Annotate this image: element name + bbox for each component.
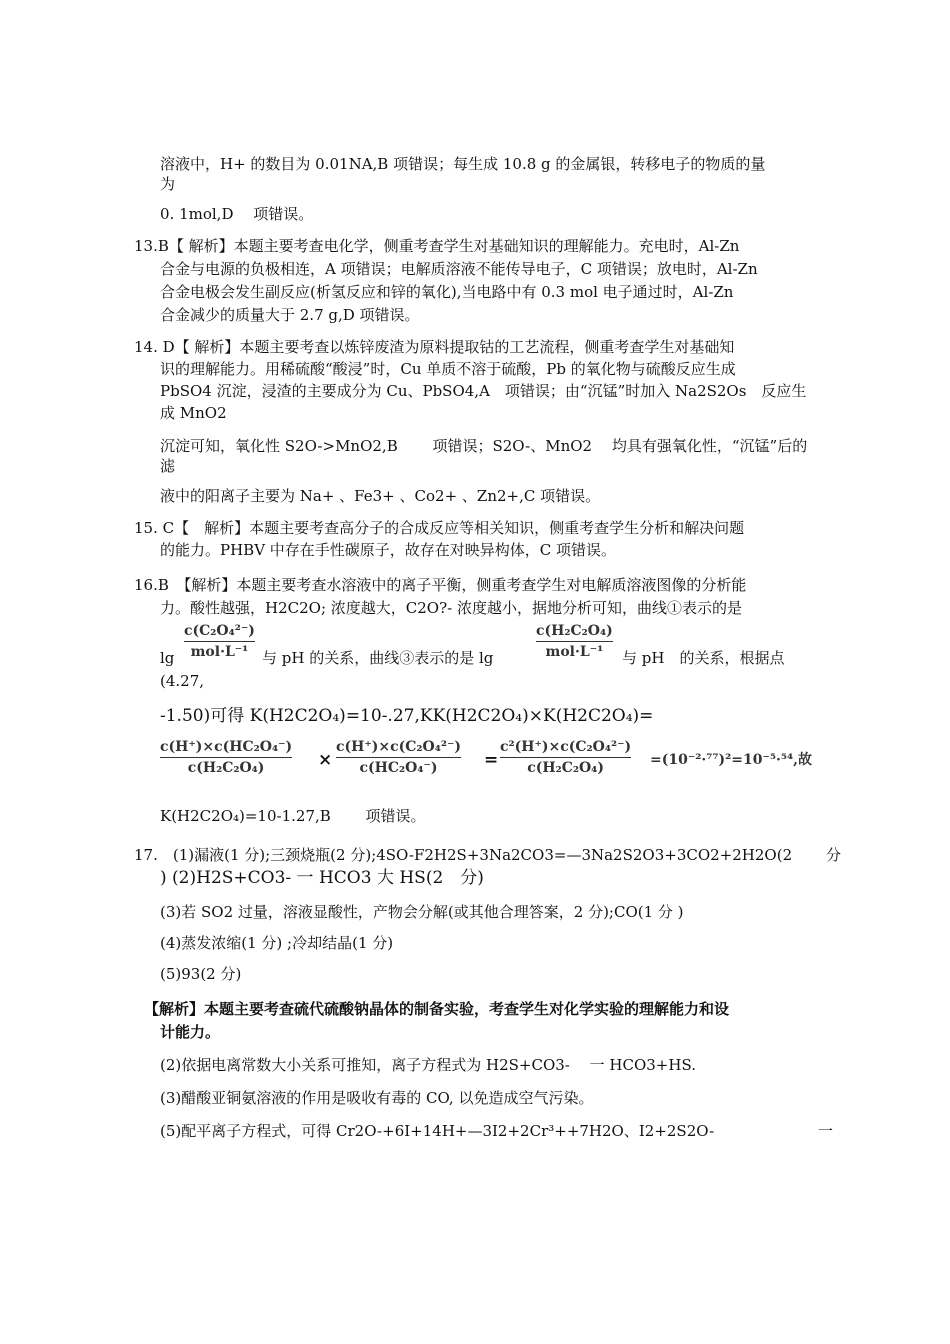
fraction-bar <box>536 641 613 642</box>
answer-14-line: 滤 <box>160 457 176 475</box>
answer-17-line-end: 分 <box>826 846 842 864</box>
fraction-bar <box>160 757 292 758</box>
fraction-bar <box>336 757 461 758</box>
fraction-numerator: c(H⁺)×c(C₂O₄²⁻) <box>336 739 462 755</box>
fraction-numerator: c(H⁺)×c(HC₂O₄⁻) <box>160 739 293 755</box>
answer-14-line: 沉淀可知，氧化性 S2O->MnO2,B 项错误；S2O-、MnO2 均具有强氧化性，“沉锰”后的 <box>160 437 808 455</box>
analysis-heading: 【解析】本题主要考查硫代硫酸钠晶体的制备实验，考查学生对化学实验的理解能力和设 <box>144 1000 730 1018</box>
fraction-denominator: c(H₂C₂O₄) <box>527 760 604 776</box>
answer-14-line: 识的理解能力。用稀硫酸“酸浸”时，Cu 单质不溶于硫酸，Pb 的氧化物与硫酸反应生成 <box>160 360 736 378</box>
text-line: -1.50)可得 K(H2C2O₄)=10-.27,KK(H2C2O₄)×K(H2C2O₄)= <box>160 706 654 726</box>
text-fragment: lg <box>160 649 175 667</box>
fraction-denominator: mol·L⁻¹ <box>545 644 604 660</box>
text-fragment: 与 pH 的关系，根据点 <box>622 649 785 667</box>
answer-16-line: 16.B 【解析】本题主要考查水溶液中的离子平衡，侧重考查学生对电解质溶液图像的分析能 <box>134 576 747 594</box>
equals-operator: = <box>484 750 499 770</box>
text-line: 0. 1mol,D 项错误。 <box>160 205 314 223</box>
fraction-c2o4-over-mol <box>184 622 255 661</box>
fraction-term-1 <box>160 738 292 777</box>
fraction-denominator: c(H₂C₂O₄) <box>187 760 265 776</box>
fraction-denominator: c(HC₂O₄⁻) <box>359 760 438 776</box>
answer-14-line: 成 MnO2 <box>160 404 227 422</box>
answer-13-line: 13.B【 解析】本题主要考查电化学，侧重考查学生对基础知识的理解能力。充电时，Al-Zn <box>134 237 740 255</box>
text-line: (4.27, <box>160 672 205 690</box>
analysis-line: (2)依据电离常数大小关系可推知，离子方程式为 H2S+CO3- 一 HCO3+HS. <box>160 1056 696 1074</box>
text-line: 为 <box>160 175 176 193</box>
formula-result: =(10⁻²·⁷⁷)²=10⁻⁵·⁵⁴,故 <box>650 752 812 768</box>
analysis-line-end: 一 <box>818 1122 834 1140</box>
answer-17-line: (4)蒸发浓缩(1 分) ;冷却结晶(1 分) <box>160 934 394 952</box>
answer-16-line: 力。酸性越强，H2C2O; 浓度越大，C2O?- 浓度越小，据地分析可知，曲线①表示的是 <box>160 599 742 617</box>
analysis-line: (3)醋酸亚铜氨溶液的作用是吸收有毒的 CO, 以免造成空气污染。 <box>160 1089 594 1107</box>
answer-13-line: 合金电极会发生副反应(析氢反应和锌的氧化),当电路中有 0.3 mol 电子通过时，Al-Zn <box>160 283 734 301</box>
times-operator: × <box>318 750 333 770</box>
fraction-denominator: mol·L⁻¹ <box>190 644 249 660</box>
answer-13-line: 合金减少的质量大于 2.7 g,D 项错误。 <box>160 306 420 324</box>
fraction-term-2 <box>336 738 461 777</box>
answer-13-line: 合金与电源的负极相连，A 项错误；电解质溶液不能传导电子，C 项错误；放电时，Al-Zn <box>160 260 758 278</box>
fraction-numerator: c(H₂C₂O₄) <box>536 623 613 639</box>
text-line: K(H2C2O₄)=10-1.27,B 项错误。 <box>160 807 426 825</box>
answer-15-line: 的能力。PHBV 中存在手性碳原子，故存在对映异构体，C 项错误。 <box>160 541 617 559</box>
answer-14-line: 液中的阳离子主要为 Na+ 、Fe3+ 、Co2+ 、Zn2+,C 项错误。 <box>160 487 601 505</box>
fraction-h2c2o4-over-mol <box>536 622 613 661</box>
text-line: 溶液中，H+ 的数目为 0.01NA,B 项错误；每生成 10.8 g 的金属银，转移电子的物质的量 <box>160 155 766 173</box>
analysis-heading: 计能力。 <box>160 1023 221 1041</box>
fraction-term-3 <box>500 738 631 777</box>
fraction-bar <box>500 757 631 758</box>
answer-17-line: 17. (1)漏液(1 分);三颈烧瓶(2 分);4SO-F2H2S+3Na2CO3=—3Na2S2O3+3CO2+2H2O(2 <box>134 846 793 864</box>
text-fragment: 与 pH 的关系，曲线③表示的是 lg <box>262 649 494 667</box>
fraction-numerator: c²(H⁺)×c(C₂O₄²⁻) <box>500 739 632 755</box>
answer-17-line: ) (2)H2S+CO3- 一 HCO3 大 HS(2 分) <box>160 868 484 888</box>
fraction-numerator: c(C₂O₄²⁻) <box>184 623 255 639</box>
answer-17-line: (3)若 SO2 过量，溶液显酸性，产物会分解(或其他合理答案，2 分);CO(1 分 ) <box>160 903 684 921</box>
answer-14-line: PbSO4 沉淀，浸渣的主要成分为 Cu、PbSO4,A 项错误；由“沉锰”时加入 Na2S2Os 反应生 <box>160 382 807 400</box>
answer-15-line: 15. C【 解析】本题主要考查高分子的合成反应等相关知识，侧重考查学生分析和解决问题 <box>134 519 745 537</box>
answer-17-line: (5)93(2 分) <box>160 965 242 983</box>
analysis-line: (5)配平离子方程式，可得 Cr2O-+6I+14H+—3I2+2Cr³++7H2O、I2+2S2O- <box>160 1122 715 1140</box>
answer-14-line: 14. D【 解析】本题主要考查以炼锌废渣为原料提取钴的工艺流程，侧重考查学生对基础知 <box>134 338 735 356</box>
fraction-bar <box>184 641 255 642</box>
